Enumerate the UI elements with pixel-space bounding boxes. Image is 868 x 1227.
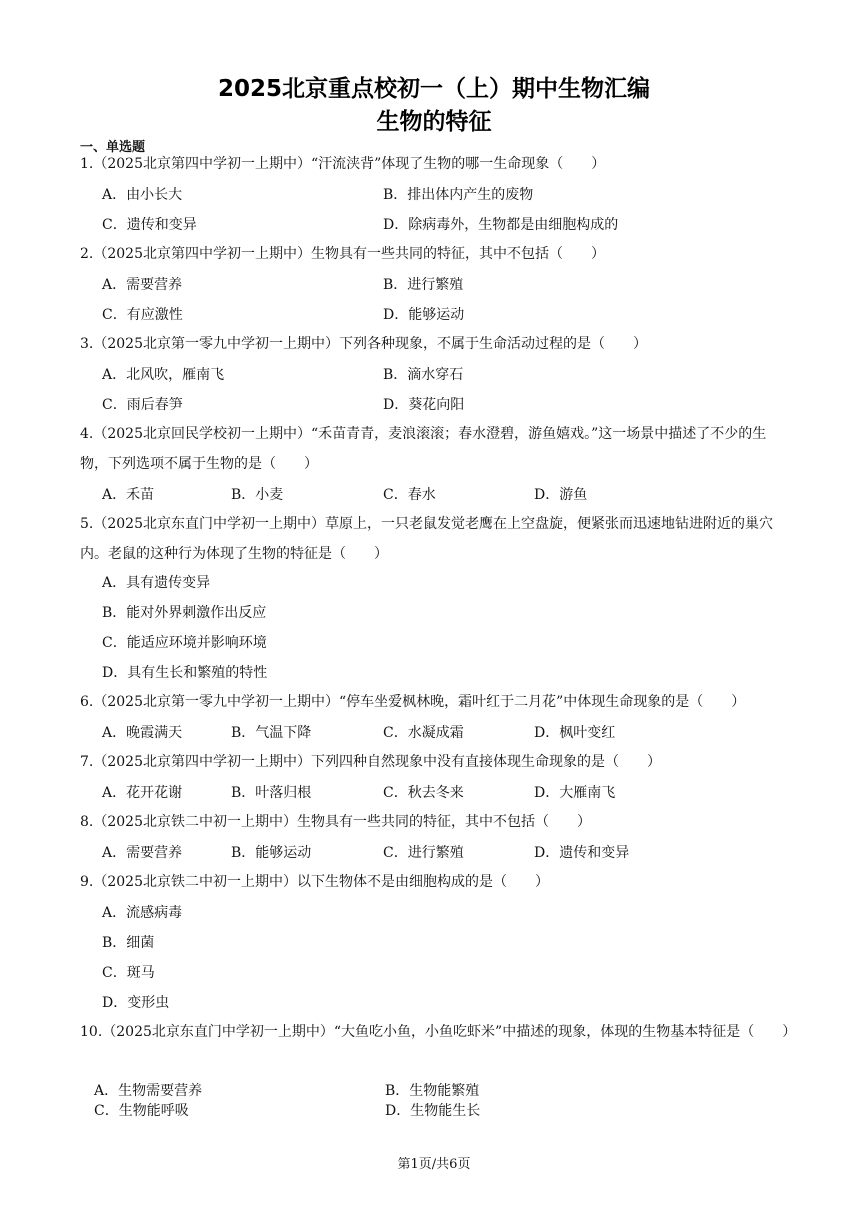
question-8-option-b: B．能够运动 <box>231 845 312 861</box>
question-1-option-b: B．排出体内产生的废物 <box>383 187 534 203</box>
question-6-option-b: B．气温下降 <box>231 725 312 741</box>
question-10-option-b: B．生物能繁殖 <box>385 1083 480 1099</box>
question-9-option-b: B．细菌 <box>102 935 155 951</box>
question-7-option-a: A．花开花谢 <box>102 785 183 801</box>
question-10-option-d: D．生物能生长 <box>385 1103 481 1119</box>
question-10-option-a: A．生物需要营养 <box>94 1083 203 1099</box>
question-5-option-c: C．能适应环境并影响环境 <box>102 635 267 651</box>
question-9-stem: 9.（2025北京铁二中初一上期中）以下生物体不是由细胞构成的是（ ） <box>80 874 549 890</box>
question-2-option-d: D．能够运动 <box>383 307 465 323</box>
page-number: 第1页/共6页 <box>397 1157 471 1172</box>
question-4-stem: 4.（2025北京回民学校初一上期中）“禾苗青青，麦浪滚滚；春水澄碧，游鱼嬉戏。”这一场景中描述了不少的生物，下列选项不属于生物的是（ ） <box>80 426 767 472</box>
question-9-option-a: A．流感病毒 <box>102 905 183 921</box>
question-8-option-c: C．进行繁殖 <box>383 845 464 861</box>
question-3-stem: 3.（2025北京第一零九中学初一上期中）下列各种现象，不属于生命活动过程的是（ ） <box>80 336 647 352</box>
question-5-option-a: A．具有遗传变异 <box>102 575 211 591</box>
question-3-option-b: B．滴水穿石 <box>383 367 464 383</box>
question-6-option-a: A．晚霞满天 <box>102 725 183 741</box>
question-9-option-c: C．斑马 <box>102 965 155 981</box>
question-3-option-a: A．北风吹，雁南飞 <box>102 367 225 383</box>
question-6-stem: 6.（2025北京第一零九中学初一上期中）“停车坐爱枫林晚，霜叶红于二月花”中体现生命现象的是（ ） <box>80 694 746 710</box>
question-5-option-b: B．能对外界刺激作出反应 <box>102 605 267 621</box>
question-6-option-d: D．枫叶变红 <box>534 725 616 741</box>
question-5-stem: 5.（2025北京东直门中学初一上期中）草原上，一只老鼠发觉老鹰在上空盘旋，便紧张而迅速地钻进附近的巢穴内。老鼠的这种行为体现了生物的特征是（ ） <box>80 516 773 562</box>
question-9-option-d: D．变形虫 <box>102 995 170 1011</box>
question-8-option-a: A．需要营养 <box>102 845 183 861</box>
question-2-stem: 2.（2025北京第四中学初一上期中）生物具有一些共同的特征，其中不包括（ ） <box>80 246 605 262</box>
question-3-option-d: D．葵花向阳 <box>383 397 465 413</box>
question-4-option-d: D．游鱼 <box>534 487 588 503</box>
question-4-option-c: C．春水 <box>383 487 436 503</box>
document-title: 2025北京重点校初一（上）期中生物汇编 <box>217 76 650 102</box>
section-heading: 一、单选题 <box>80 140 146 155</box>
question-2-option-a: A．需要营养 <box>102 277 183 293</box>
question-7-option-b: B．叶落归根 <box>231 785 312 801</box>
question-10-option-c: C．生物能呼吸 <box>94 1103 189 1119</box>
question-4-option-b: B．小麦 <box>231 487 284 503</box>
question-4-option-a: A．禾苗 <box>102 487 155 503</box>
question-6-option-c: C．水凝成霜 <box>383 725 464 741</box>
question-7-stem: 7.（2025北京第四中学初一上期中）下列四种自然现象中没有直接体现生命现象的是（ ） <box>80 754 661 770</box>
question-7-option-c: C．秋去冬来 <box>383 785 464 801</box>
document-subtitle: 生物的特征 <box>376 109 492 135</box>
question-7-option-d: D．大雁南飞 <box>534 785 616 801</box>
question-1-option-d: D．除病毒外，生物都是由细胞构成的 <box>383 217 619 233</box>
question-1-stem: 1.（2025北京第四中学初一上期中）“汗流浃背”体现了生物的哪一生命现象（ ） <box>80 156 606 172</box>
question-10-stem: 10.（2025北京东直门中学初一上期中）“大鱼吃小鱼，小鱼吃虾米”中描述的现象，体现的生物基本特征是（ ） <box>80 1024 797 1040</box>
question-1-option-c: C．遗传和变异 <box>102 217 197 233</box>
question-2-option-c: C．有应激性 <box>102 307 183 323</box>
question-8-stem: 8.（2025北京铁二中初一上期中）生物具有一些共同的特征，其中不包括（ ） <box>80 814 591 830</box>
question-3-option-c: C．雨后春笋 <box>102 397 183 413</box>
question-5-option-d: D．具有生长和繁殖的特性 <box>102 665 268 681</box>
question-1-option-a: A．由小长大 <box>102 187 183 203</box>
question-2-option-b: B．进行繁殖 <box>383 277 464 293</box>
question-8-option-d: D．遗传和变异 <box>534 845 630 861</box>
